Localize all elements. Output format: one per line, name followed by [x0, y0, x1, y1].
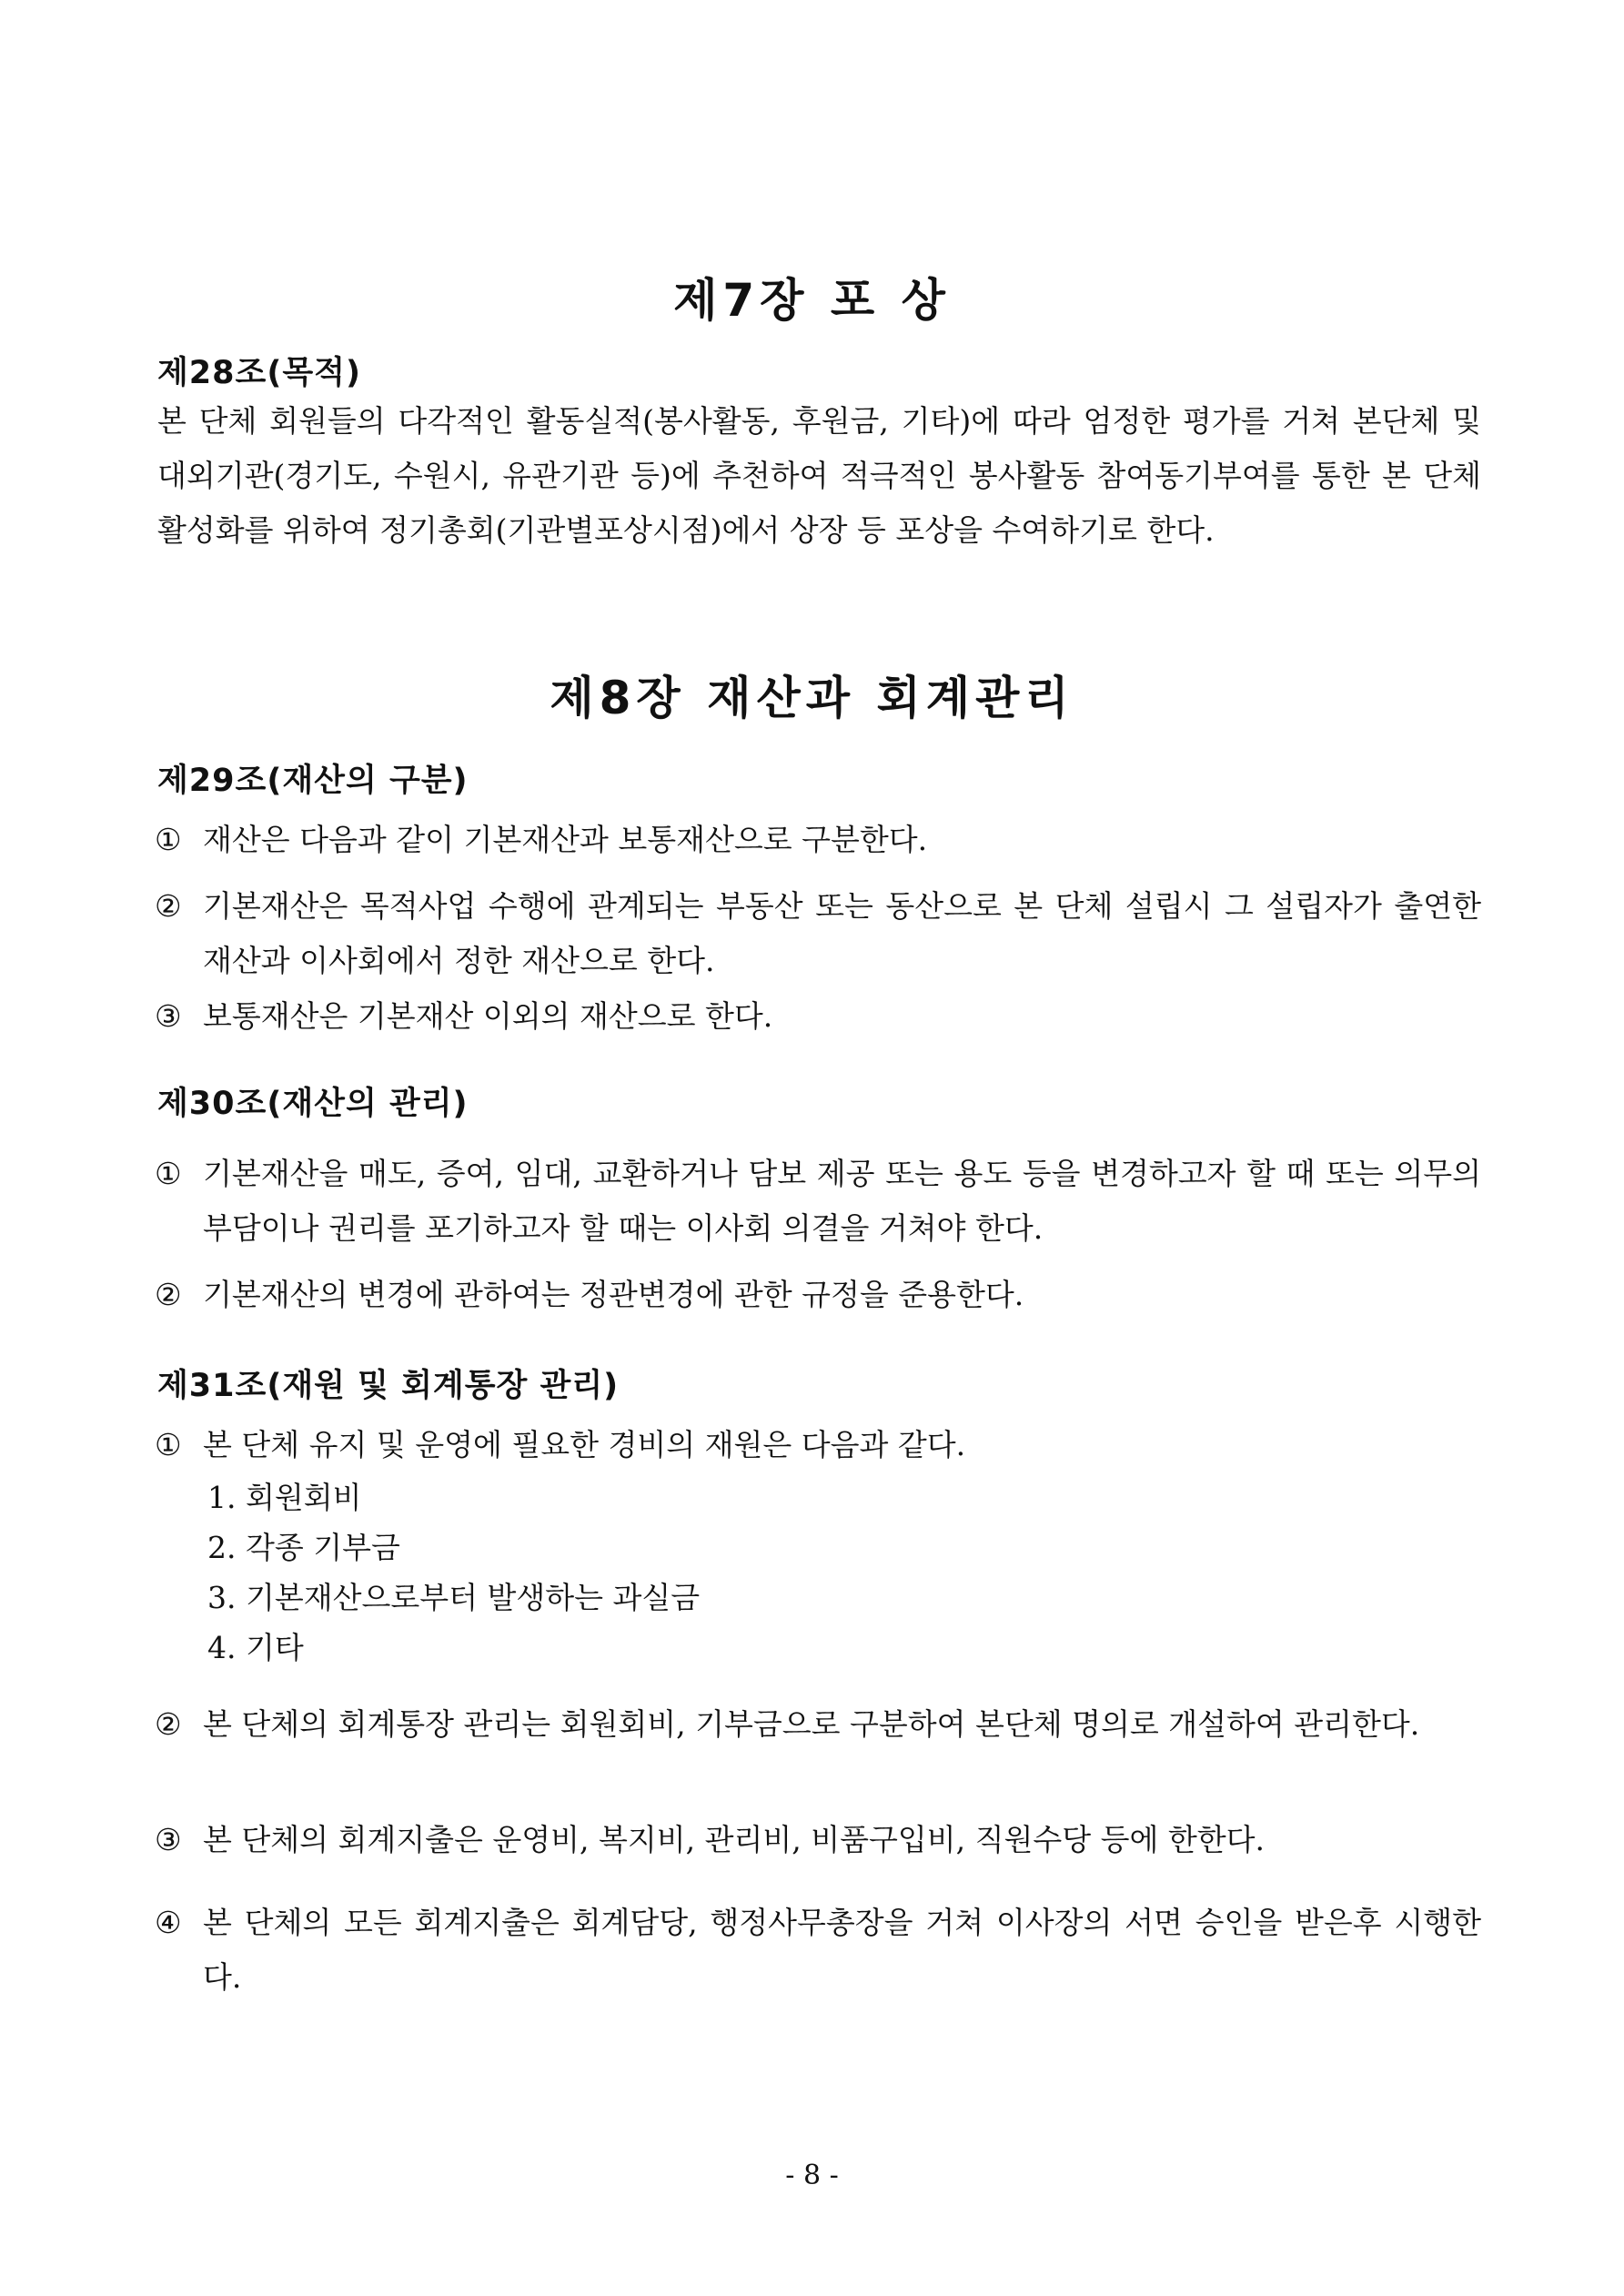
item-text: 기본재산의 변경에 관하여는 정관변경에 관한 규정을 준용한다.: [203, 1277, 1024, 1312]
item-text: 기본재산을 매도, 증여, 임대, 교환하거나 담보 제공 또는 용도 등을 변경하고자 할 때 또는 의무의 부담이나 권리를 포기하고자 할 때는 이사회 의결을 거쳐야 한다.: [203, 1156, 1481, 1246]
article-31-item-3: [155, 1813, 1481, 1867]
article-30-item-2: [155, 1268, 1481, 1322]
item-text: 본 단체의 모든 회계지출은 회계담당, 행정사무총장을 거쳐 이사장의 서면 승인을 받은후 시행한다.: [203, 1905, 1481, 1995]
article-28-heading: 제28조(목적): [157, 355, 361, 391]
article-28-body: 본 단체 회원들의 다각적인 활동실적(봉사활동, 후원금, 기타)에 따라 엄정한 평가를 거쳐 본단체 및 대외기관(경기도, 수원시, 유관기관 등)에 추천하여 적극적인 봉사활동 참여동기부여를 통한 본 단체 활성화를 위하여 정기총회(기관별포상시점)에서 상장 등 포상을 수여하기로 한다.: [157, 403, 1481, 548]
article-30-heading: 제30조(재산의 관리): [157, 1086, 469, 1122]
article-29-item-2: [155, 879, 1481, 988]
article-29-item-1: [155, 813, 1481, 867]
article-30-item-1: [155, 1147, 1481, 1256]
article-31-subitem-3: 3. 기본재산으로부터 발생하는 과실금: [207, 1580, 701, 1615]
item-marker: ③: [155, 998, 182, 1034]
item-text: 보통재산은 기본재산 이외의 재산으로 한다.: [203, 998, 773, 1034]
item-marker: ①: [155, 1427, 182, 1462]
article-31-item-2: [155, 1697, 1481, 1752]
item-marker: ①: [155, 1156, 182, 1191]
article-31-item-4: [155, 1896, 1481, 2005]
item-marker: ①: [155, 822, 182, 857]
chapter-7-title: 제7장 포 상: [673, 274, 951, 327]
article-31-item-1: [155, 1418, 1481, 1472]
chapter-8-title: 제8장 재산과 회계관리: [550, 672, 1074, 724]
item-marker: ②: [155, 1277, 182, 1312]
item-marker: ②: [155, 888, 182, 924]
item-marker: ④: [155, 1905, 182, 1940]
article-31-subitem-1: 1. 회원회비: [207, 1480, 362, 1515]
item-text: 기본재산은 목적사업 수행에 관계되는 부동산 또는 동산으로 본 단체 설립시 그 설립자가 출연한 재산과 이사회에서 정한 재산으로 한다.: [203, 888, 1481, 978]
article-31-heading: 제31조(재원 및 회계통장 관리): [157, 1368, 620, 1404]
item-text: 본 단체 유지 및 운영에 필요한 경비의 재원은 다음과 같다.: [203, 1427, 966, 1462]
item-marker: ③: [155, 1822, 182, 1857]
item-text: 재산은 다음과 같이 기본재산과 보통재산으로 구분한다.: [203, 822, 928, 857]
article-29-item-3: [155, 989, 1481, 1044]
article-31-subitem-2: 2. 각종 기부금: [207, 1530, 400, 1565]
page-number: - 8 -: [785, 2159, 839, 2191]
item-text: 본 단체의 회계통장 관리는 회원회비, 기부금으로 구분하여 본단체 명의로 개설하여 관리한다.: [203, 1706, 1420, 1742]
article-31-subitem-4: 4. 기타: [207, 1630, 304, 1665]
article-29-heading: 제29조(재산의 구분): [157, 763, 469, 799]
item-marker: ②: [155, 1706, 182, 1742]
item-text: 본 단체의 회계지출은 운영비, 복지비, 관리비, 비품구입비, 직원수당 등에 한한다.: [203, 1822, 1265, 1857]
